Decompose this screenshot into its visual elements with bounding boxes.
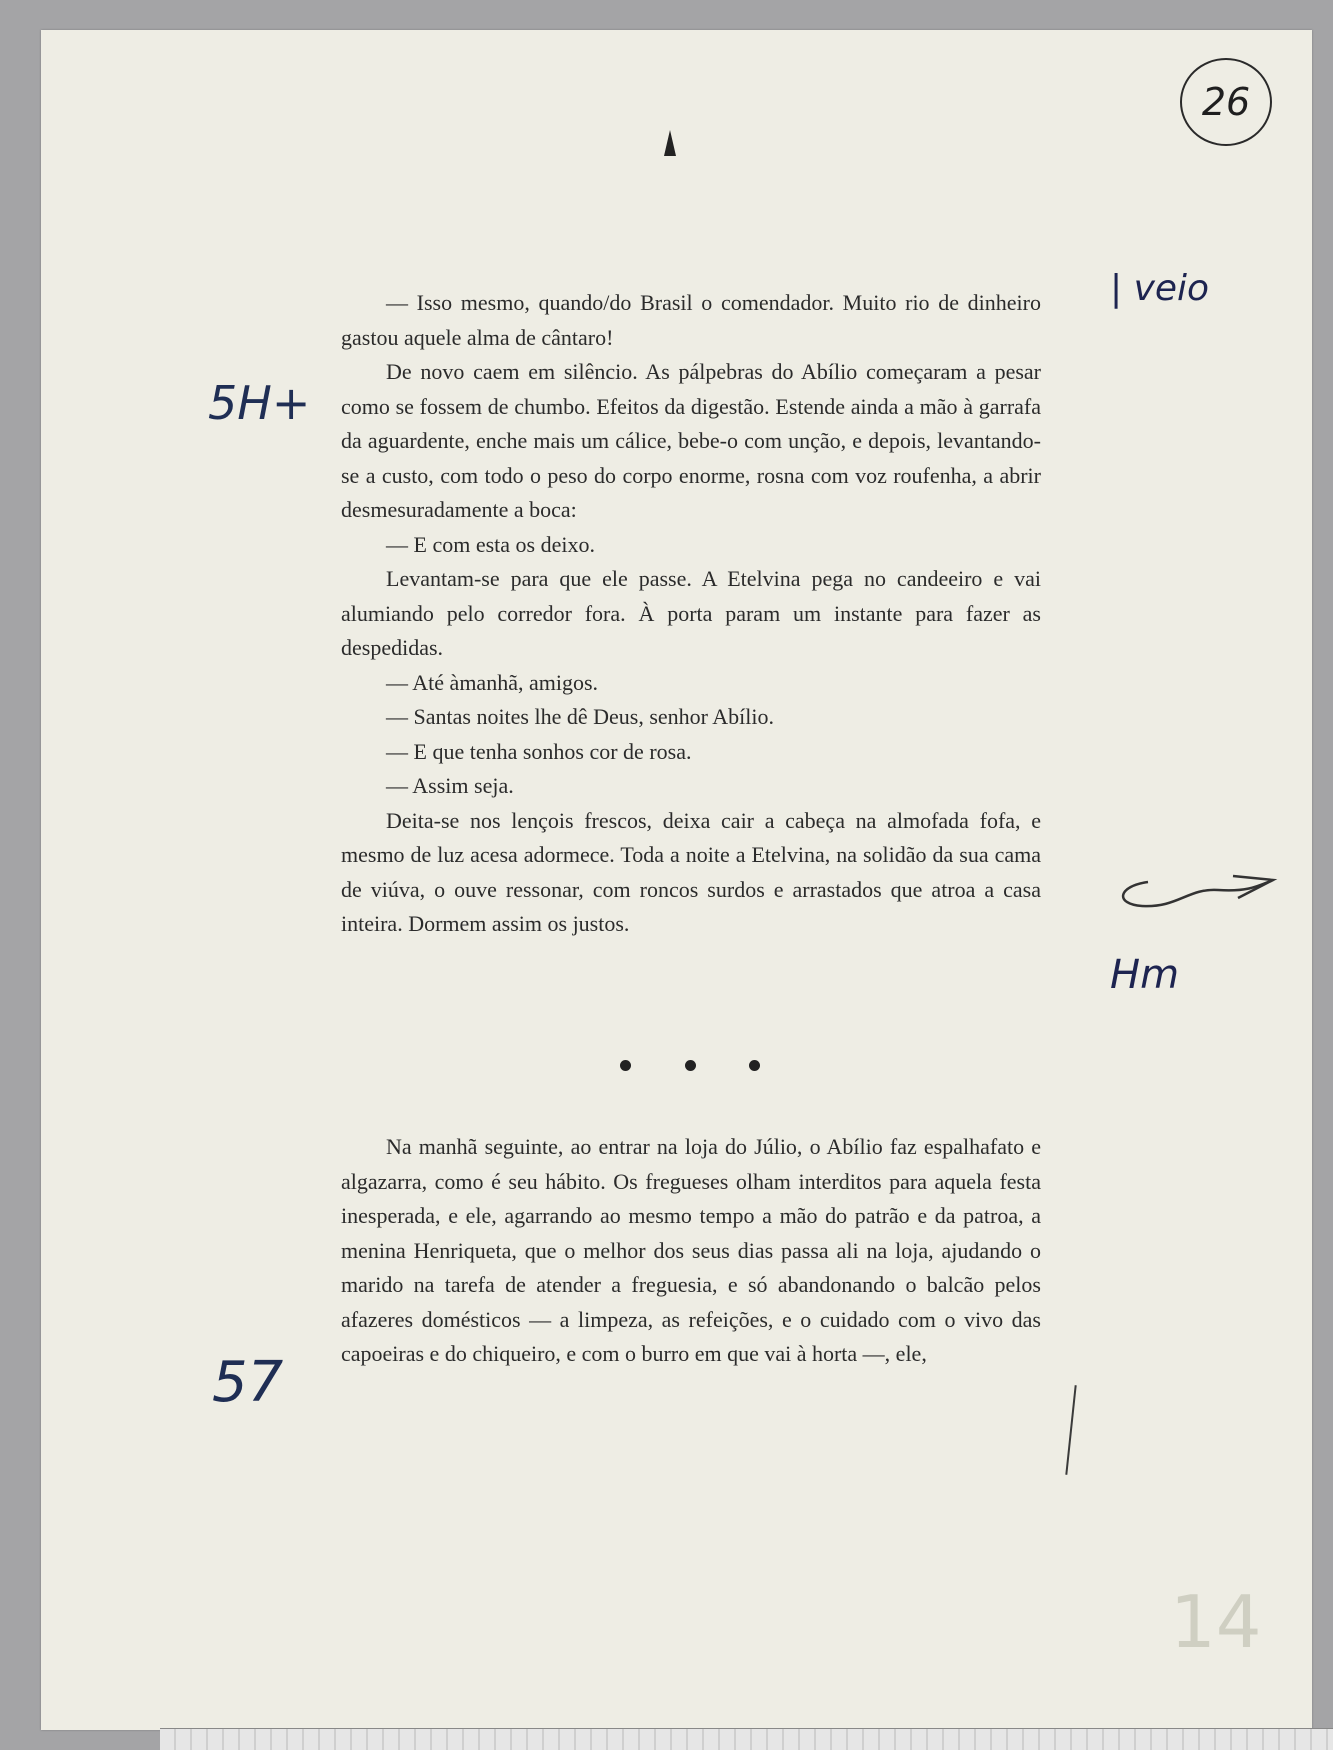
paragraph: Levantam-se para que ele passe. A Etelvina pega no candeeiro e vai alumiando pelo corredor fora. À porta param um instante para fazer as despedidas.	[341, 566, 1041, 660]
paragraph: — Assim seja.	[386, 773, 514, 798]
separator-dot	[620, 1060, 631, 1071]
text-block-1	[341, 286, 1041, 942]
margin-note-veio: | veio	[1110, 268, 1210, 309]
margin-note-left-bottom: 57	[212, 1350, 284, 1415]
separator-dot	[749, 1060, 760, 1071]
separator-dot	[685, 1060, 696, 1071]
text-block-2	[341, 1130, 1041, 1372]
paragraph: De novo caem em silêncio. As pálpebras do Abílio começaram a pesar como se fossem de chumbo. Efeitos da digestão. Estende ainda a mão à garrafa da aguardente, enche mais um cálice, bebe-o com unção, e depois, levantando-se a custo, com todo o peso do corpo enorme, rosna com voz roufenha, a abrir desmesuradamente a boca:	[341, 359, 1041, 522]
section-separator	[620, 1060, 760, 1071]
margin-note-left-top: 5H+	[208, 376, 311, 430]
paragraph: Deita-se nos lençois frescos, deixa cair a cabeça na almofada fofa, e mesmo de luz acesa adormece. Toda a noite a Etelvina, na solidão da sua cama de viúva, o ouve ressonar, com roncos surdos e arrastados que atroa a casa inteira. Dormem assim os justos.	[341, 807, 1041, 936]
paragraph: — Santas noites lhe dê Deus, senhor Abílio.	[386, 704, 775, 729]
paragraph: — Até àmanhã, amigos.	[386, 669, 599, 695]
paragraph: — E com esta os deixo.	[386, 531, 595, 557]
paragraph: Na manhã seguinte, ao entrar na loja do Júlio, o Abílio faz espalhafato e algazarra, como é seu hábito. Os fregueses olham interditos para aquela festa inesperada, e ele, agarrando ao mesmo tempo a mão do patrão e da patroa, a menina Henriqueta, que o melhor dos seus dias passa ali na loja, ajudando o marido na tarefa de atender a freguesia, e só abandonando o balcão pelos afazeres domésticos — a limpeza, as refeições, e o cuidado com o vivo das capoeiras e do chiqueiro, e com o burro em que vai à horta —, ele,	[341, 1134, 1041, 1366]
margin-note-hm: Hm	[1110, 952, 1180, 998]
transpose-mark-icon	[1108, 868, 1278, 918]
scale-strip	[160, 1728, 1333, 1750]
paragraph: — Isso mesmo, quando/do Brasil o comendador. Muito rio de dinheiro gastou aquele alma de cântaro!	[341, 290, 1041, 350]
paragraph: — E que tenha sonhos cor de rosa.	[386, 738, 692, 764]
faint-pencil-mark: 14	[1170, 1580, 1262, 1664]
page-number: 26	[1180, 58, 1272, 146]
ink-mark	[664, 130, 676, 156]
